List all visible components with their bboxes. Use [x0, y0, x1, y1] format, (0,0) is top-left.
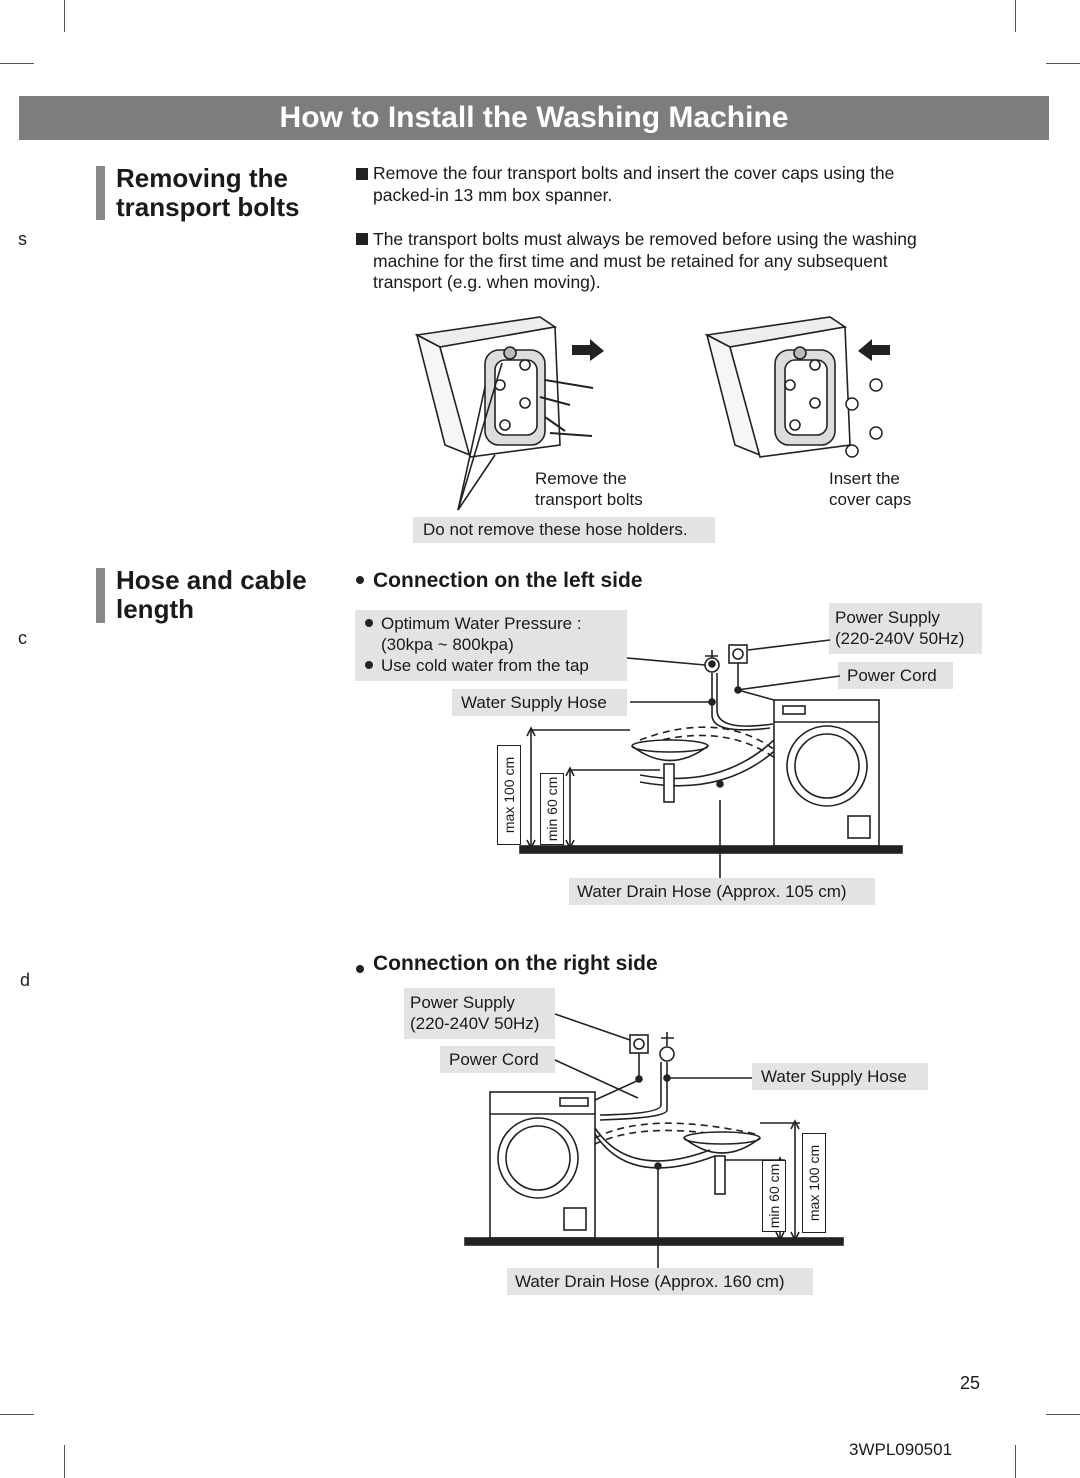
title-line: Removing the: [116, 163, 288, 193]
edge-letter: c: [18, 628, 27, 648]
washing-machine-rear-left: [417, 317, 560, 457]
water-supply-hose-label: Water Supply Hose: [752, 1063, 928, 1090]
note-line: [361, 613, 621, 634]
dimension-text: max 100 cm: [806, 1144, 822, 1222]
crop-mark: [1015, 0, 1016, 32]
text-line: The transport bolts must always be removed before using the washing: [373, 229, 917, 249]
dimension-text: max 100 cm: [501, 756, 517, 834]
section-title-removing: [116, 164, 299, 222]
text-line: Remove the: [535, 469, 627, 488]
crop-mark: [64, 0, 65, 32]
bullet-square: [356, 233, 368, 245]
arrow-in-icon: [858, 339, 890, 361]
note-text: (30kpa ~ 800kpa): [381, 635, 514, 654]
note-dot: [365, 661, 373, 669]
text-line: (220-240V 50Hz): [410, 1014, 540, 1033]
note-text: Use cold water from the tap: [381, 656, 589, 675]
cover-caps: [846, 379, 882, 457]
water-supply-hose-label: Water Supply Hose: [452, 689, 627, 716]
socket-icon: [630, 1035, 648, 1053]
dimension-text: min 60 cm: [544, 776, 560, 842]
crop-mark: [64, 1445, 65, 1478]
heading-dot: [356, 576, 364, 584]
washing-machine-rear-right: [707, 317, 850, 457]
max-height-label: [497, 745, 521, 845]
text-line: cover caps: [829, 490, 912, 509]
bullet-text: [373, 163, 993, 206]
note-dot: [365, 619, 373, 627]
title-line: Hose and cable: [116, 565, 307, 595]
insert-caps-label: [829, 468, 911, 510]
drain-hose-label: Water Drain Hose (Approx. 160 cm): [507, 1268, 813, 1295]
crop-mark: [0, 1414, 34, 1415]
edge-letter: d: [20, 970, 31, 990]
dimension-text: min 60 cm: [766, 1163, 782, 1229]
arrow-out-icon: [572, 339, 604, 361]
document-code: 3WPL090501: [849, 1440, 953, 1459]
tap-icon: [660, 1047, 674, 1061]
section-bar: [96, 166, 105, 220]
socket-icon: [729, 645, 747, 663]
min-height-label: [540, 773, 564, 845]
heading-left-side: Connection on the left side: [373, 569, 643, 592]
heading-dot: [356, 965, 364, 973]
page-title: How to Install the Washing Machine: [19, 96, 1049, 140]
text-line: transport bolts: [535, 490, 643, 509]
text-line: Insert the: [829, 469, 900, 488]
text-line: Power Supply: [410, 993, 515, 1012]
title-line: transport bolts: [116, 192, 300, 222]
right-connection-diagram: [460, 1020, 850, 1260]
text-line: Power Supply: [835, 608, 940, 627]
text-line: packed-in 13 mm box spanner.: [373, 184, 613, 205]
min-height-label: [762, 1160, 786, 1232]
bullet-text: [373, 229, 993, 294]
hose-holder-note: Do not remove these hose holders.: [413, 517, 715, 543]
text-line: machine for the first time and must be retained for any subsequent: [373, 250, 888, 271]
text-line: (220-240V 50Hz): [835, 629, 965, 648]
crop-mark: [0, 63, 34, 64]
crop-mark: [1046, 63, 1080, 64]
page-number: 25: [960, 1373, 981, 1393]
remove-bolts-label: [535, 468, 643, 510]
section-bar: [96, 568, 105, 623]
power-cord-label: Power Cord: [440, 1046, 555, 1073]
crop-mark: [1015, 1445, 1016, 1478]
bullet-square: [356, 168, 368, 180]
power-cord-label: Power Cord: [838, 662, 953, 689]
drain-hose-label: Water Drain Hose (Approx. 105 cm): [569, 878, 875, 905]
text-line: Remove the four transport bolts and insert the cover caps using the: [373, 163, 895, 183]
text-line: transport (e.g. when moving).: [373, 272, 601, 292]
tap-icon: [661, 1032, 674, 1046]
heading-right-side: Connection on the right side: [373, 952, 658, 975]
section-title-hose: [116, 566, 307, 624]
note-text: Optimum Water Pressure :: [381, 614, 582, 633]
edge-letter: s: [18, 229, 27, 249]
crop-mark: [1046, 1414, 1080, 1415]
title-line: length: [116, 594, 194, 624]
max-height-label: [802, 1133, 826, 1233]
